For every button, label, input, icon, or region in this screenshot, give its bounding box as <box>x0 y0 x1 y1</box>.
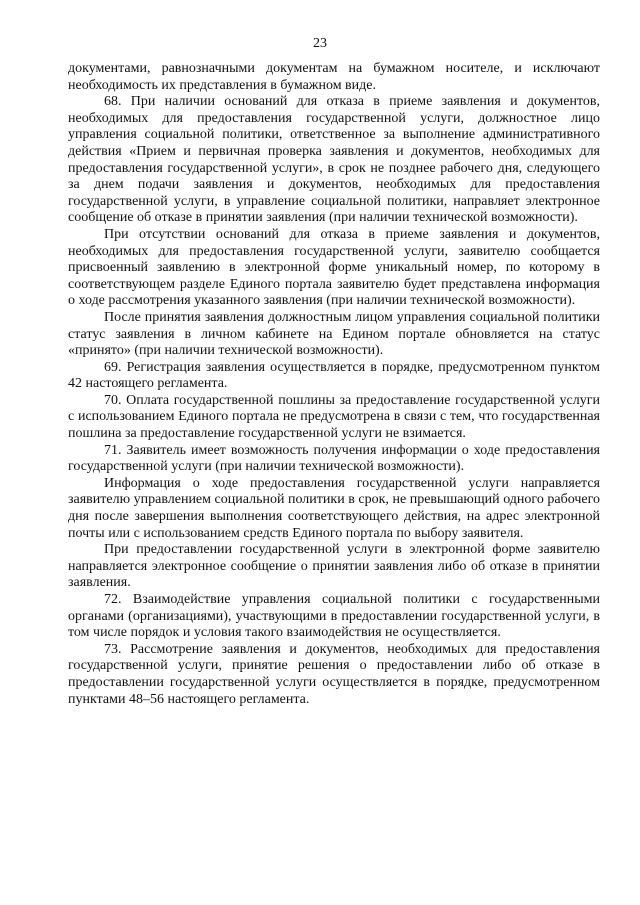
paragraph-item-69: 69. Регистрация заявления осуществляется в порядке, предусмотренном пунктом 42 настоящего регламента. <box>68 359 600 392</box>
paragraph-continuation: документами, равнозначными документам на бумажном носителе, и исключают необходимость их представления в бумажном виде. <box>68 61 600 93</box>
paragraph-item-70: 70. Оплата государственной пошлины за предоставление государственной услуги с использованием Единого портала не предусмотрена в связи с тем, что государственная пошлина за предоставление государственной услуги не взимается. <box>68 392 600 442</box>
paragraph-electronic-message: При предоставлении государственной услуги в электронной форме заявителю направляется электронное сообщение о принятии заявления либо об отказе в принятии заявления. <box>68 542 600 591</box>
page-number: 23 <box>313 36 327 51</box>
paragraph-item-72: 72. Взаимодействие управления социальной политики с государственными органами (организациями), участвующими в предоставлении государственной услуги, в том числе порядок и условия такого взаимодействия не осуществляется. <box>68 592 600 641</box>
paragraph-item-73: 73. Рассмотрение заявления и документов, необходимых для предоставления государственной услуги, принятие решения о предоставлении либо об отказе в предоставлении государственной услуги осуществляется в порядке, предусмотренном пунктами 48–56 настоящего регламента. <box>68 641 600 707</box>
paragraph-status-accepted: После принятия заявления должностным лицом управления социальной политики статус заявления в личном кабинете на Едином портале обновляется на статус «принято» (при наличии технической возможности). <box>68 309 600 359</box>
paragraph-item-68: 68. При наличии оснований для отказа в приеме заявления и документов, необходимых для предоставления государственной услуги, должностное лицо управления социальной политики, ответственное за выполнение административного действия «Прием и первичная проверка заявления и документов, необходимых для предоставления государственной услуги», в срок не позднее рабочего дня, следующего за днем подачи заявления и документов, необходимых для предоставления государственной услуги, в управление социальной политики, направляет электронное сообщение об отказе в принятии заявления (при наличии технической возможности). <box>68 94 600 226</box>
document-body <box>68 61 600 708</box>
paragraph-no-grounds-for-refusal: При отсутствии оснований для отказа в приеме заявления и документов, необходимых для предоставления государственной услуги, заявителю сообщается присвоенный заявлению в электронной форме уникальный номер, по которому в соответствующем разделе Единого портала заявителю будет представлена информация о ходе рассмотрения указанного заявления (при наличии технической возможности). <box>68 226 600 309</box>
paragraph-progress-information: Информация о ходе предоставления государственной услуги направляется заявителю управлением социальной политики в срок, не превышающий одного рабочего дня после завершения выполнения соответствующего действия, на адрес электронной почты или с использованием средств Единого портала по выбору заявителя. <box>68 475 600 541</box>
paragraph-item-71: 71. Заявитель имеет возможность получения информации о ходе предоставления государственной услуги (при наличии технической возможности). <box>68 442 600 475</box>
